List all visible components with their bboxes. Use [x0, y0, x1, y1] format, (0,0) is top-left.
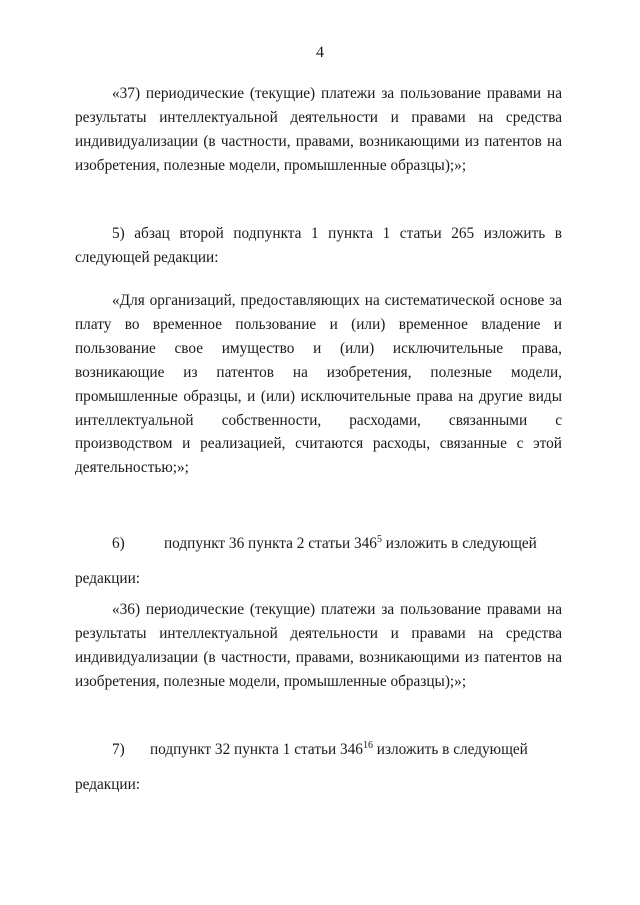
- paragraph-item-5: 5) абзац второй подпункта 1 пункта 1 статьи 265 изложить в следующей редакции:: [75, 225, 562, 266]
- item-7-superscript: 16: [362, 740, 373, 751]
- item-7-number: 7): [112, 741, 125, 758]
- item-6-continuation: редакции:: [75, 569, 141, 587]
- paragraph-item-37: «37) периодические (текущие) платежи за пользование правами на результаты интеллектуальной деятельности и правами на средства индивидуализации (в частности, правами, возникающими из патентов на изобретения, полезные модели, промышленные образцы);»;: [75, 85, 562, 174]
- paragraph-item-7: [75, 738, 562, 797]
- item-7-continuation: редакции:: [75, 775, 141, 793]
- item-6-number: 6): [112, 535, 125, 552]
- paragraph-item-6: [75, 532, 562, 591]
- item-6-text-main: [164, 532, 537, 556]
- item-7-text: [150, 738, 562, 762]
- item-6-text-part2: изложить в следующей: [381, 535, 537, 552]
- item-6-text-part1: подпункт 36 пункта 2 статьи 346: [164, 535, 377, 552]
- paragraph-quote-organizations: «Для организаций, предоставляющих на систематической основе за плату во временное пользование и (или) временное владение и пользование свое имущество и (или) исключительные права, возникающие из патентов на изобретения, полезные модели, промышленные образцы, и (или) исключительные права на другие виды интеллектуальной собственности, расходами, связанными с производством и реализацией, считаются расходы, связанные с этой деятельностью;»;: [75, 292, 562, 477]
- item-6-first-line: [75, 532, 562, 556]
- item-6-text: [164, 532, 562, 556]
- item-7-first-line: [75, 738, 562, 762]
- item-7-text-part1: подпункт 32 пункта 1 статьи 346: [150, 741, 363, 758]
- item-7-text-part2: изложить в следующей: [372, 741, 528, 758]
- paragraph-item-36: «36) периодические (текущие) платежи за пользование правами на результаты интеллектуальной деятельности и правами на средства индивидуализации (в частности, правами, возникающими из патентов на изобретения, полезные модели, промышленные образцы);»;: [75, 601, 562, 690]
- item-6-superscript: 5: [376, 534, 382, 545]
- page-number: 4: [316, 44, 324, 61]
